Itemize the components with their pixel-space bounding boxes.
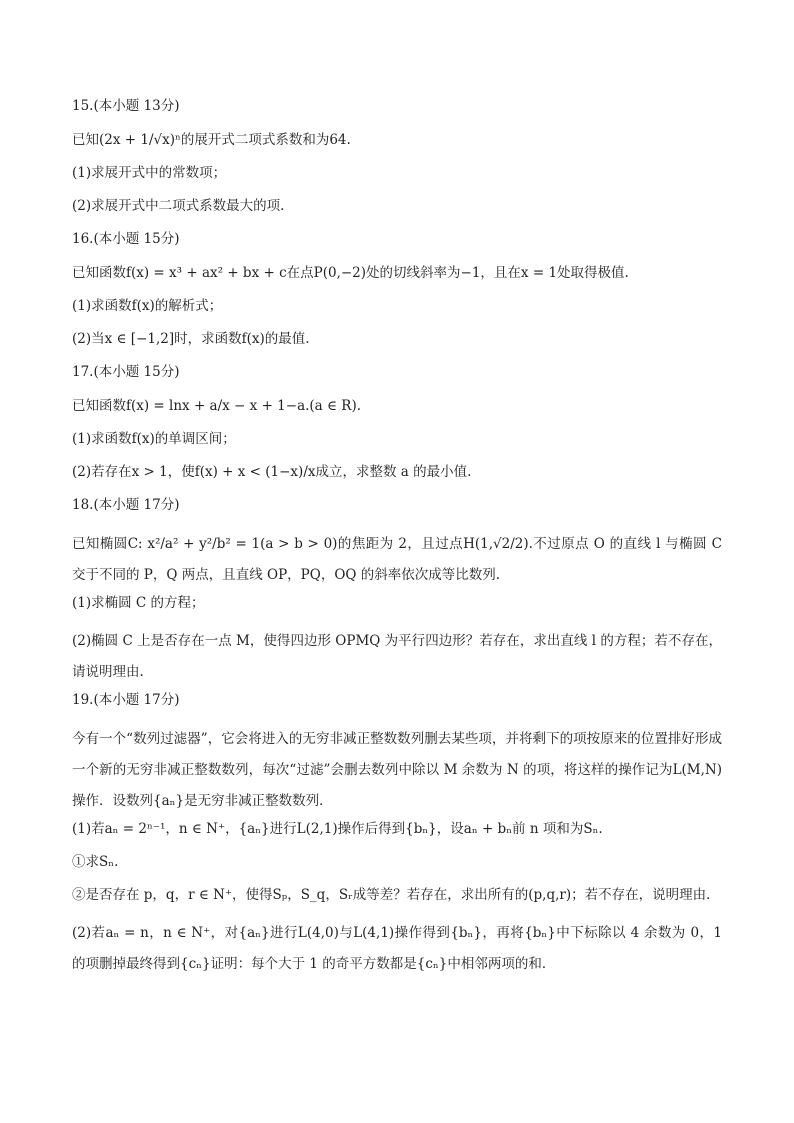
problem-18-heading: 18.(本小题 17分) <box>72 497 180 513</box>
problem-19-part-1: (1)若aₙ = 2ⁿ⁻¹，n ∈ N⁺，{aₙ}进行L(2,1)操作后得到{bₙ}，设aₙ + bₙ前 n 项和为Sₙ. <box>72 821 603 837</box>
problem-17-statement: 已知函数f(x) = lnx + a/x − x + 1−a.(a ∈ R). <box>72 398 362 414</box>
problem-18-part-2: (2)椭圆 C 上是否存在一点 M，使得四边形 OPMQ 为平行四边形？若存在，求出直线 l 的方程；若不存在，请说明理由. <box>72 633 722 680</box>
problem-15-part-2: (2)求展开式中二项式系数最大的项. <box>72 198 285 214</box>
problem-15-part-1: (1)求展开式中的常数项； <box>72 165 227 181</box>
problem-16-heading: 16.(本小题 15分) <box>72 231 180 247</box>
problem-17-heading: 17.(本小题 15分) <box>72 364 180 380</box>
problem-19-part-1-sub-1: ①求Sₙ. <box>72 854 119 870</box>
problem-16-part-1: (1)求函数f(x)的解析式； <box>72 298 223 314</box>
problem-19-part-2: (2)若aₙ = n，n ∈ N⁺，对{aₙ}进行L(4,0)与L(4,1)操作得到{bₙ}，再将{bₙ}中下标除以 4 余数为 0，1 的项删掉最终得到{cₙ}证明：每个大于 1 的奇平方数都是{cₙ}中相邻两项的和． <box>72 925 722 972</box>
problem-16-part-2: (2)当x ∈ [−1,2]时，求函数f(x)的最值. <box>72 331 310 347</box>
problem-18-part-1: (1)求椭圆 C 的方程； <box>72 595 205 611</box>
problem-18-statement: 已知椭圆C: x²/a² + y²/b² = 1(a > b > 0)的焦距为 2，且过点H(1,√2/2).不过原点 O 的直线 l 与椭圆 C 交于不同的 P，Q 两点，且直线 OP，PQ，OQ 的斜率依次成等比数列. <box>72 536 722 583</box>
problem-15-statement: 已知(2x + 1/√x)ⁿ的展开式二项式系数和为64. <box>72 132 351 148</box>
problem-17-part-2: (2)若存在x > 1，使f(x) + x < (1−x)/x成立，求整数 a 的最小值. <box>72 464 472 480</box>
document-page <box>72 96 722 982</box>
problem-19-statement: 今有一个“数列过滤器”，它会将进入的无穷非减正整数数列删去某些项，并将剩下的项按原来的位置排好形成一个新的无穷非减正整数数列，每次“过滤”会删去数列中除以 M 余数为 N 的项，将这样的操作记为L(M,N)操作．设数列{aₙ}是无穷非减正整数数列． <box>72 731 722 809</box>
problem-15-heading: 15.(本小题 13分) <box>72 98 180 114</box>
problem-17-part-1: (1)求函数f(x)的单调区间； <box>72 431 236 447</box>
problem-19-part-1-sub-2: ②是否存在 p，q，r ∈ N⁺，使得Sₚ，S_q，Sᵣ成等差？若存在，求出所有的(p,q,r)；若不存在，说明理由． <box>72 887 720 903</box>
problem-19-heading: 19.(本小题 17分) <box>72 692 180 708</box>
problem-16-statement: 已知函数f(x) = x³ + ax² + bx + c在点P(0,−2)处的切线斜率为−1，且在x = 1处取得极值. <box>72 265 629 281</box>
